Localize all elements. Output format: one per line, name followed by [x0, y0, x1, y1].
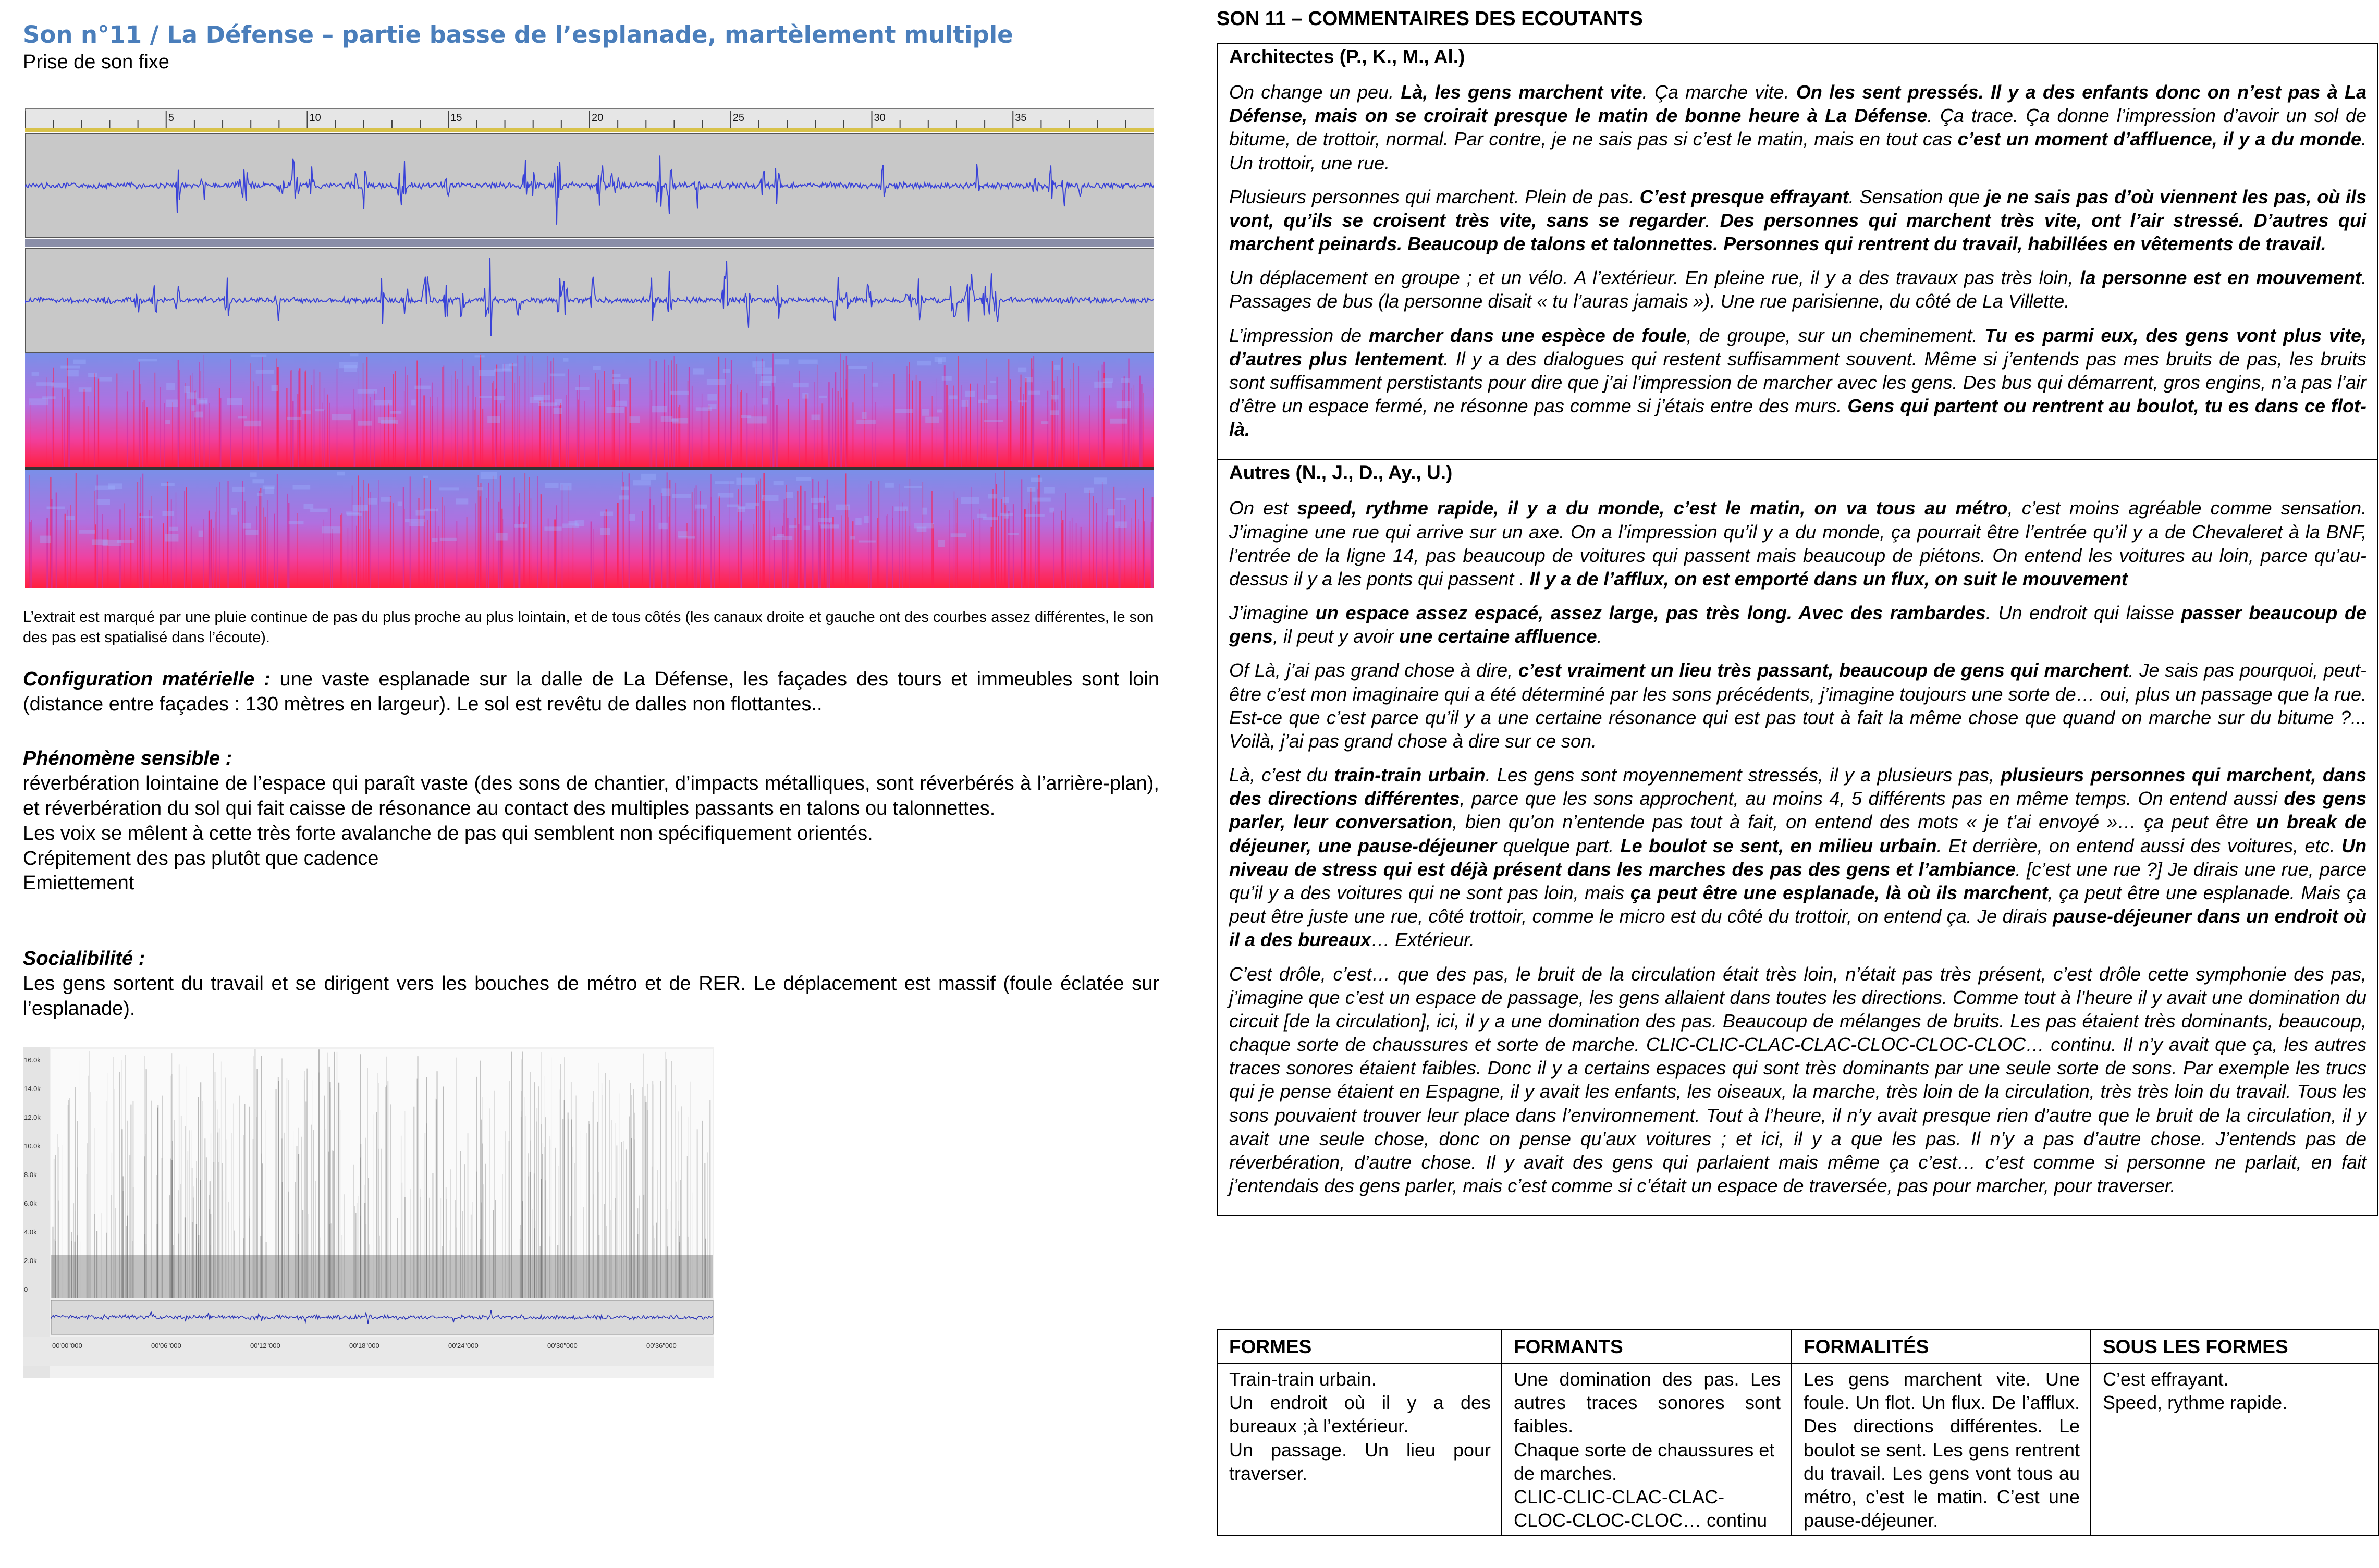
cell-line: CLIC-CLIC-CLAC-CLAC-CLOC-CLOC-CLOC… continu: [1514, 1486, 1768, 1532]
text-segment: . Ça trace. Ça donne l’impression d’avoir un sol de bitume, de trottoir, normal. Par contre, je ne sais pas si c’est le matin, mais en tout cas: [1229, 105, 2366, 150]
sous-les-formes-header: SOUS LES FORMES: [2091, 1329, 2378, 1364]
text-segment: Un déplacement en groupe ; et un vélo. A l’extérieur. En pleine rue, il y a des travaux pas très loin,: [1229, 267, 2080, 289]
emphasis-segment: Des personnes qui marchent très vite, ont l’air stressé. D’autres qui marchent peinards. Beaucoup de talons et talonnettes. Personnes qui rentrent du travail, habillées en vêtements de travail.: [1229, 209, 2366, 255]
config-label: Configuration matérielle :: [23, 668, 271, 690]
text-segment: Plusieurs personnes qui marchent. Plein de pas.: [1229, 186, 1640, 207]
emphasis-segment: passer beaucoup de gens: [1229, 602, 2366, 647]
frequency-label: 14.0k: [24, 1085, 41, 1093]
phenomenon-label: Phénomène sensible :: [23, 748, 232, 769]
timeline-tick-label: 25: [732, 112, 744, 124]
sociability-section: [23, 947, 1159, 1022]
time-label: 00'30"000: [547, 1342, 578, 1350]
text-segment: Là, c’est du: [1229, 764, 1334, 786]
phenomenon-line: Emiettement: [23, 872, 134, 895]
timeline-tick-label: 15: [450, 112, 462, 124]
phenomenon-line: Crépitement des pas plutôt que cadence: [23, 847, 379, 869]
frequency-label: 6.0k: [24, 1199, 37, 1207]
timeline-tick-label: 30: [874, 112, 886, 124]
frequency-label: 2.0k: [24, 1257, 37, 1265]
group-title: Autres (N., J., D., Ay., U.): [1229, 462, 1453, 484]
comment-paragraph: [1229, 185, 2366, 256]
phenomenon-line: réverbération lointaine de l’espace qui paraît vaste (des sons de chantier, d’impacts métalliques, sont réverbérés à l’arrière-plan), et réverbération du sol qui fait caisse de résonance au contact des multiples passants en talons ou talonnettes.: [23, 772, 1159, 819]
emphasis-segment: marcher dans une espèce de foule: [1368, 324, 1687, 346]
comments-heading: SON 11 – COMMENTAIRES DES ECOUTANTS: [1217, 8, 1643, 30]
emphasis-segment: train-train urbain: [1334, 764, 1486, 786]
text-segment: , de groupe, sur un cheminement.: [1686, 324, 1985, 346]
sociability-label: Socialibilité :: [23, 948, 145, 970]
emphasis-segment: Gens qui partent ou rentrent au boulot, tu es dans ce flot-là.: [1229, 395, 2366, 440]
emphasis-segment: Le boulot se sent, en milieu urbain: [1620, 835, 1937, 856]
emphasis-segment: plusieurs personnes qui marchent, dans des directions différentes: [1229, 764, 2366, 810]
emphasis-segment: la personne est en mouvement: [2080, 267, 2361, 289]
text-segment: Of Là, j’ai pas grand chose à dire,: [1229, 659, 1518, 681]
emphasis-segment: Là, les gens marchent vite: [1401, 81, 1642, 103]
text-segment: . Les gens sont moyennement stressés, il y a plusieurs pas,: [1485, 764, 2001, 786]
forms-cell: [1217, 1364, 1502, 1536]
comments-group-row: [1217, 459, 2377, 1216]
frequency-label: 4.0k: [24, 1228, 37, 1236]
cell-line: C’est effrayant.: [2103, 1368, 2229, 1390]
timeline-tick-label: 10: [309, 112, 321, 124]
text-segment: . [c’est une rue ?] Je dirais une rue, parce qu’il y a des voitures qui ne sont pas loin, mais: [1229, 858, 2366, 903]
forms-header-row: [1217, 1329, 2378, 1364]
waveform-channel-right: [25, 248, 1154, 352]
emphasis-segment: c’est vraiment un lieu très passant, beaucoup de gens qui marchent: [1518, 659, 2129, 681]
cell-line: Un passage. Un lieu pour traverser.: [1229, 1439, 1491, 1484]
text-segment: L’impression de: [1229, 324, 1369, 346]
left-column: [23, 21, 1159, 1350]
page-title: Son n°11 / La Défense – partie basse de l’esplanade, martèlement multiple: [23, 21, 1013, 48]
emphasis-segment: ça peut être une esplanade, là où ils marchent: [1630, 881, 2048, 903]
text-segment: .: [1705, 209, 1720, 231]
emphasis-segment: des gens parler, leur conversation: [1229, 788, 2367, 833]
emphasis-segment: speed, rythme rapide, il y a du monde, c’est le matin, on va tous au métro: [1297, 497, 2008, 519]
cell-line: Chaque sorte de chaussures et de marches.: [1514, 1439, 1775, 1484]
formants-cell: [1502, 1364, 1792, 1536]
text-segment: . Il y a des dialogues qui restent suffisamment souvent. Même si j’entends pas mes bruits de pas, les bruits sont suffisamment perstistants pour dire que j’ai l’impression de marcher avec les gens. Des bus qui démarrent, gros engins, n’a pas l’air d’être un espace fermé, ne résonne pas comme si j’étais entre des murs.: [1229, 348, 2367, 417]
text-segment: , c’est moins agréable comme sensation. J’imagine une rue qui arrive sur un axe. On a l’impression qu’il y a du monde, ça pourrait être l’entrée qu’il y a de Chevaleret à la BNF, l’entrée de la ligne 14, pas beaucoup de voitures qui passent mais beaucoup de piétons. On entend les voitures au loin, parce qu’au-dessus il y a les ponts qui passent .: [1229, 497, 2366, 590]
comments-table: [1217, 43, 2378, 1216]
waveform-spectrogram-figure: [25, 108, 1154, 588]
time-label: 00'24"000: [448, 1342, 479, 1350]
figure-caption: L’extrait est marqué par une pluie continue de pas du plus proche au plus lointain, et de tous côtés (les canaux droite et gauche ont des courbes assez différentes, le son des pas est spatialisé dans l’écoute).: [23, 609, 1154, 646]
comments-group-cell: [1217, 43, 2377, 459]
emphasis-segment: Un niveau de stress qui est déjà présent dans les marches des pas des gens et l’ambiance: [1229, 835, 2366, 880]
text-segment: . Ça marche vite.: [1642, 81, 1796, 103]
text-segment: … Extérieur.: [1371, 929, 1475, 951]
text-segment: J’imagine: [1229, 602, 1316, 624]
emphasis-segment: pause-déjeuner dans un endroit où il a des bureaux: [1229, 905, 2366, 951]
comment-paragraph: [1229, 266, 2366, 313]
text-segment: , bien qu’on n’entende pas tout à fait, on entend des mots « je t’ai envoyé »… ça peut être: [1452, 811, 2257, 833]
phenomenon-section: [23, 746, 1159, 896]
text-segment: . Passages de bus (la personne disait « tu l’auras jamais »). Une rue parisienne, du côté de La Villette.: [1229, 267, 2367, 312]
comment-paragraph: [1229, 763, 2366, 951]
timeline-tick-label: 5: [168, 112, 174, 124]
text-segment: , ça peut être une esplanade. Mais ça peut être juste une rue, côté trottoir, comme le micro est du côté du trottoir, on entend ça. Je dirais: [1229, 881, 2366, 927]
timeline-tick-label: 20: [592, 112, 604, 124]
forms-header: FORMES: [1217, 1329, 1502, 1364]
comment-paragraph: [1229, 324, 2366, 442]
emphasis-segment: Il y a de l’afflux, on est emporté dans un flux, on suit le mouvement: [1529, 568, 2128, 590]
text-segment: . Un endroit qui laisse: [1985, 602, 2181, 624]
forms-body-row: [1217, 1364, 2378, 1536]
sous-les-formes-cell: [2091, 1364, 2378, 1536]
emphasis-segment: une certaine affluence: [1399, 626, 1597, 647]
comment-paragraph: [1229, 80, 2366, 175]
comments-group-row: [1217, 43, 2377, 459]
comment-paragraph: [1229, 658, 2366, 753]
emphasis-segment: C’est presque effrayant: [1639, 186, 1849, 207]
config-section: [23, 667, 1159, 717]
frequency-label: 8.0k: [24, 1171, 37, 1179]
right-column: [1217, 7, 2379, 1532]
text-segment: On change un peu.: [1229, 81, 1401, 103]
group-paragraphs: [1229, 80, 2366, 441]
text-segment: , il peut y avoir: [1273, 626, 1400, 647]
text-segment: C’est drôle, c’est… que des pas, le bruit de la circulation était très loin, n’était pas très présent, c’est drôle cette symphonie des pas, j’imagine que c’est un espace de passage, les gens allaient dans toutes les directions. Comme tout à l’heure il y avait une domination du circuit [de la circulation], ici, il y a une domination des pas. Beaucoup de mélanges de bruits. Les pas étaient très dominants, beaucoup, chaque sorte de chaussures et sorte de marche. CLIC-CLIC-CLAC-CLAC-CLOC-CLOC-CLOC… continu. Il n’y avait que ça, les autres traces sonores étaient faibles. Donc il y a certains espaces qui sont très dominants par une seule sorte de sons. Par exemple les trucs qui je pense étaient en Espagne, il y avait les enfants, les oiseaux, la marche, très loin de la circulation, très très loin du travail. Tous les sons pouvaient trouver leur place dans l’environnement. Tout à l’heure, il n’y avait presque rien d’autre que le bruit de la circulation, il y avait une seule chose, donc on pense qu’aux voitures ; et ici, il y a que les pas. Il n’y a pas d’autre chose. J’entends pas de réverbération, d’autre chose. Il y avait des gens qui parlaient mais même ça c’est… c’est comme si personne ne parlait, en fait j’entendais des gens parler, mais c’est comme si c’était un espace de traversée, pas pour marcher, pour traverser.: [1229, 963, 2366, 1197]
text-segment: . Et derrière, on entend aussi des voitures, etc.: [1936, 835, 2341, 856]
comments-group-cell: [1217, 459, 2377, 1216]
emphasis-segment: je ne sais pas d’où viennent les pas, où ils vont, qu’ils se croisent très vite, sans se regarder: [1229, 186, 2366, 231]
group-paragraphs: [1229, 496, 2366, 1197]
emphasis-segment: un espace assez espacé, assez large, pas très long. Avec des rambardes: [1315, 602, 1986, 624]
time-label: 00'12"000: [250, 1342, 280, 1350]
spectrogram-channel-left: [25, 353, 1154, 467]
time-label: 00'18"000: [349, 1342, 379, 1350]
cell-line: Speed, rythme rapide.: [2103, 1392, 2288, 1414]
frequency-label: 16.0k: [24, 1056, 41, 1064]
time-label: 00'00"000: [52, 1342, 82, 1350]
phenomenon-line: Les voix se mêlent à cette très forte avalanche de pas qui semblent non spécifiquement orientés.: [23, 822, 873, 844]
frequency-label: 0: [24, 1285, 28, 1293]
time-label: 00'06"000: [151, 1342, 181, 1350]
grayscale-spectrogram-figure: [23, 1047, 714, 1378]
cell-line: Une domination des pas. Les autres traces sonores sont faibles.: [1514, 1368, 1781, 1437]
formants-header: FORMANTS: [1502, 1329, 1792, 1364]
emphasis-segment: un break de déjeuner, une pause-déjeuner: [1229, 811, 2367, 856]
text-segment: . Un trottoir, une rue.: [1229, 128, 2366, 174]
timeline-ruler: [25, 108, 1154, 132]
formalites-cell: [1792, 1364, 2091, 1536]
cell-line: Train-train urbain.: [1229, 1368, 1377, 1390]
config-text: une vaste esplanade sur la dalle de La Défense, les façades des tours et immeubles sont loin (distance entre façades : 130 mètres en largeur). Le sol est revêtu de dalles non flottantes..: [23, 668, 1159, 715]
text-segment: . Sensation que: [1848, 186, 1986, 207]
cell-line: Un endroit où il y a des bureaux ;à l’extérieur.: [1229, 1392, 1491, 1437]
emphasis-segment: Tu es parmi eux, des gens vont plus vite, d’autres plus lentement: [1229, 324, 2366, 370]
text-segment: On est: [1229, 497, 1297, 519]
forms-table: [1217, 1329, 2379, 1536]
spectrogram-channel-right: [25, 470, 1154, 588]
text-segment: . Je sais pas pourquoi, peut-être c’est mon imaginaire qui a été déterminé par les sons précédents, j’imagine toujours une sorte de… oui, plus un passage que la rue. Est-ce que c’est parce qu’il y a une certaine résonance qui est pas tout à fait la même chose que quand on marche sur du bitume ?... Voilà, j’ai pas grand chose à dire sur ce son.: [1229, 659, 2366, 752]
sociability-text: Les gens sortent du travail et se dirigent vers les bouches de métro et de RER. Le déplacement est massif (foule éclatée sur l’esplanade).: [23, 972, 1159, 1020]
comment-paragraph: [1229, 496, 2366, 591]
formalites-header: FORMALITÉS: [1792, 1329, 2091, 1364]
comment-paragraph: [1229, 962, 2366, 1198]
time-label: 00'36"000: [646, 1342, 677, 1350]
frequency-label: 12.0k: [24, 1113, 41, 1121]
group-title: Architectes (P., K., M., Al.): [1229, 46, 1465, 67]
comment-paragraph: [1229, 601, 2366, 648]
page-subtitle: Prise de son fixe: [23, 51, 169, 73]
waveform-channel-left: [25, 133, 1154, 238]
text-segment: , parce que les sons approchent, au moins 4, 5 différents pas en même temps. On entend aussi: [1460, 788, 2284, 810]
cell-line: Les gens marchent vite. Une foule. Un flot. Un flux. De l’afflux. Des directions différentes. Le boulot se sent. Les gens rentrent du travail. Les gens vont tous au métro, c’est le matin. C’est une pause-déjeuner.: [1804, 1368, 2080, 1532]
frequency-label: 10.0k: [24, 1142, 41, 1150]
emphasis-segment: c’est un moment d’affluence, il y a du monde: [1957, 128, 2361, 150]
emphasis-segment: On les sent pressés. Il y a des enfants donc on n’est pas à La Défense, mais on se croirait presque le matin de bonne heure à La Défense: [1229, 81, 2366, 127]
text-segment: quelque part.: [1497, 835, 1621, 856]
timeline-tick-label: 35: [1015, 112, 1027, 124]
text-segment: .: [1597, 626, 1602, 647]
